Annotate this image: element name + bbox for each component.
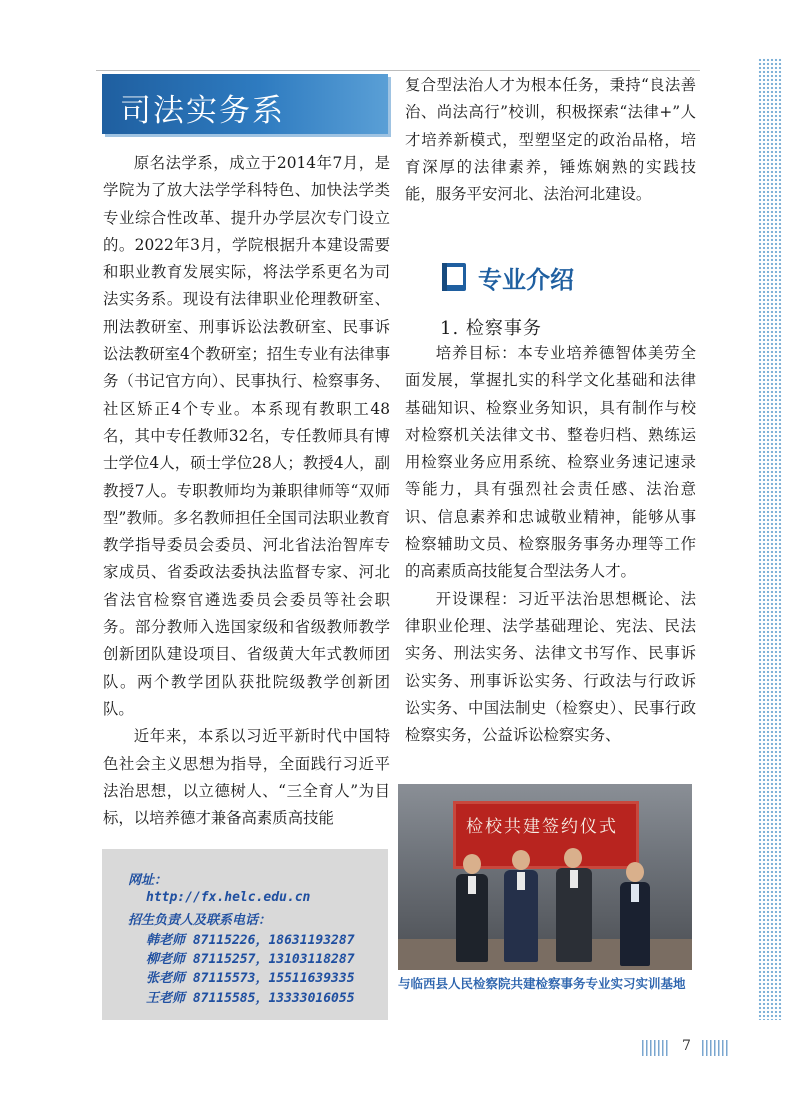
right-continued-paragraph: 复合型法治人才为根本任务，秉持“良法善治、尚法高行”校训，积极探索“法律+”人才培养新模式，型塑坚定的政治品格，培育深厚的法律素养，锤炼娴熟的实践技能，服务平安河北、法治河北建设。	[405, 76, 696, 204]
signing-ceremony-photo	[398, 784, 692, 970]
website-label: 网址：	[128, 873, 168, 888]
footer-bars-right	[702, 1040, 730, 1056]
major-heading-text: 专业介绍	[478, 265, 574, 294]
website-link[interactable]: http://fx.helc.edu.cn	[146, 890, 311, 905]
contact-teacher-4: 王老师 87115585，13333016055	[146, 991, 355, 1006]
contact-teacher-1: 韩老师 87115226，18631193287	[146, 933, 355, 948]
intro-paragraph: 原名法学系，成立于2014年7月，是学院为了放大法学学科特色、加快法学类专业综合性改革、提升办学层次专门设立的。2022年3月，学院根据升本建设需要和职业教育发展实际，将法学系更名为司法实务系。现设有法律职业伦理教研室、刑法教研室、刑事诉讼法教研室、民事诉讼法教研室4个教研室；招生专业有法律事务（书记官方向）、民事执行、检察事务、社区矫正4个专业。本系现有教职工48名，其中专任教师32名，专任教师具有博士学位4人，硕士学位28人；教授4人，副教授7人。专职教师均为兼职律师等“双师型”教师。多名教师担任全国司法职业教育教学指导委员会委员、河北省法治智库专家成员、省委政法委执法监督专家、河北省法官检察官遴选委员会委员等社会职务。部分教师入选国家级和省级教师教学创新团队建设项目、省级黄大年式教师团队。两个教学团队获批院级教学创新团队。	[103, 154, 390, 718]
book-icon	[440, 262, 468, 292]
decorative-dot-pattern	[758, 58, 782, 1020]
ceremony-banner	[456, 804, 636, 866]
recent-paragraph: 近年来，本系以习近平新时代中国特色社会主义思想为指导，全面践行习近平法治思想，以立德树人、“三全育人”为目标，以培养德才兼备高素质高技能	[103, 727, 390, 828]
banner-text: 检校共建签约仪式	[466, 817, 618, 837]
training-goal: 培养目标：本专业培养德智体美劳全面发展，掌握扎实的科学文化基础和法律基础知识、检察业务知识，具有制作与校对检察机关法律文书、整卷归档、熟练运用检察业务应用系统、检察业务速记速录等能力，具有强烈社会责任感、法治意识、信息素养和忠诚敬业精神，能够从事检察辅助文员、检察服务事务办理等工作的高素质高技能复合型法务人才。	[405, 344, 696, 581]
left-column	[103, 150, 390, 832]
contact-teacher-2: 柳老师 87115257，13103118287	[146, 952, 355, 967]
top-divider	[96, 70, 700, 71]
page-number: 7	[682, 1038, 691, 1054]
courses: 开设课程：习近平法治思想概论、法律职业伦理、法学基础理论、宪法、民法实务、刑法实务、法律文书写作、民事诉讼实务、刑事诉讼实务、行政法与行政诉讼实务、中国法制史（检察史）、民事行政检察实务，公益诉讼检察实务、	[405, 589, 696, 745]
contact-teacher-3: 张老师 87115573，15511639335	[146, 971, 355, 986]
phone-label: 招生负责人及联系电话：	[128, 913, 272, 928]
footer-bars-left	[642, 1040, 670, 1056]
page-footer	[642, 1040, 732, 1056]
photo-caption: 与临西县人民检察院共建检察事务专业实习实训基地	[398, 976, 686, 991]
contact-box	[102, 849, 388, 1020]
section-title: 司法实务系	[120, 93, 285, 129]
section-title-banner	[102, 74, 388, 134]
major-description	[405, 340, 696, 749]
major-subheading: 1. 检察事务	[440, 318, 542, 339]
